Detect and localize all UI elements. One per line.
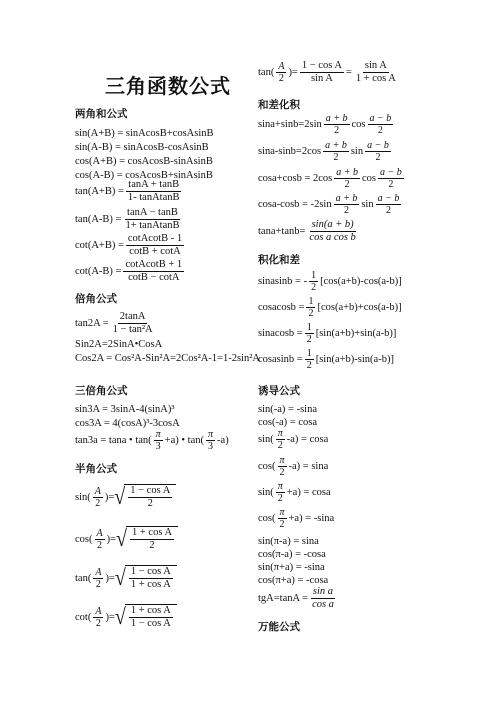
formula-tga: tgA=tanA = $\frac{\text{sin a}}{\text{cos a}}$ [258,586,334,610]
page-title: 三角函数公式 [105,74,231,98]
formula-tan-half: tan( $\frac{A}{2}$ )= $\frac{\text{1 − cos A}}{\text{sin A}}$ = $\frac{\text{sin A}}{\text{1 + cos A}}$ [258,60,396,84]
section-heading-sum-to-product: 和差化积 [258,99,300,111]
formula-line: sin(A-B) = sinAcosB-cosAsinB [75,142,209,153]
formula-sin2a: Sin2A=2SinA•CosA [75,339,163,350]
formula-line: sin(π-a) = sina [258,536,319,547]
section-heading-half: 半角公式 [75,463,117,475]
section-heading-induction: 诱导公式 [258,385,300,397]
formula-cos2a: Cos2A = Cos²A-Sin²A=2Cos²A-1=1-2sin²A [75,353,260,364]
formula-half-tan: tan( $\frac{A}{2}$ )= √ $\frac{\text{1 − cos A}}{\text{1 + cos A}}$ [75,565,177,591]
formula-tan-diff: tan(A-B) = $\frac{\tan A - \tan B}{\text{1+ tanAtanB}}$ [75,207,180,231]
formula-line: cos(A-B) = cosAcosB+sinAsinB [75,170,213,181]
formula-line: cos(π-a) = -cosa [258,549,326,560]
section-heading-double: 倍角公式 [75,293,117,305]
formula-tan2a: tan2A = $\frac{2\tan A}{\text{1 − tan²A}}$ [75,311,153,335]
formula-sin-diff: sina-sinb=2cos $\frac{a + b}{2}$ sin $\frac{a - b}{2}$ [258,140,389,163]
formula-cosacosb: cosacosb = $\frac{1}{2}$ [cos(a+b)+cos(a-b)] [258,296,402,319]
formula-line: cos(-a) = cosa [258,417,317,428]
formula-line: sin(π+a) = -sina [258,562,325,573]
formula-line: cos(π+a) = -cosa [258,575,329,586]
formula-cos-diff: cosa-cosb = -2sin $\frac{a + b}{2}$ sin $\frac{a - b}{2}$ [258,193,400,216]
formula-sinacosb: sinacosb = $\frac{1}{2}$ [sin(a+b)+sin(a-b)] [258,322,397,345]
formula-induction: sin( $\frac{\pi}{2}$ -a) = cosa [258,428,329,451]
formula-sin-sum: sina+sinb=2sin $\frac{a + b}{2}$ cos $\frac{a - b}{2}$ [258,113,392,136]
formula-tan-sum-identity: tana+tanb= $\frac{\sin(a + b)}{\text{cos a cos b}}$ [258,219,356,243]
formula-induction: cos( $\frac{\pi}{2}$ +a) = -sina [258,507,335,530]
formula-half-sin: sin( $\frac{A}{2}$ )= √ $\frac{\text{1 − cos A}}{2}$ [75,484,176,510]
formula-half-cos: cos( $\frac{A}{2}$ )= √ $\frac{\text{1 + cos A}}{2}$ [75,526,178,552]
formula-half-cot: cot( $\frac{A}{2}$ )= √ $\frac{\text{1 + cos A}}{\text{1 − cos A}}$ [75,604,177,630]
formula-sin3a: sin3A = 3sinA-4(sinA)³ [75,404,175,415]
formula-induction: cos( $\frac{\pi}{2}$ -a) = sina [258,455,329,478]
section-heading-triple: 三倍角公式 [75,385,128,397]
formula-cosasinb: cosasinb = $\frac{1}{2}$ [sin(a+b)-sin(a-b)] [258,348,394,371]
formula-line: cos(A+B) = cosAcosB-sinAsinB [75,156,213,167]
formula-line: sin(-a) = -sina [258,404,317,415]
section-heading-two-angle: 两角和公式 [75,108,128,120]
formula-induction: sin( $\frac{\pi}{2}$ +a) = cosa [258,481,331,504]
formula-line: sin(A+B) = sinAcosB+cosAsinB [75,128,214,139]
formula-tan-sum: tan(A+B) = $\frac{\tan A + \tan B}{\text{1- tanAtanB}}$ [75,179,180,203]
formula-cos-sum: cosa+cosb = 2cos $\frac{a + b}{2}$ cos $\frac{a - b}{2}$ [258,167,402,190]
formula-cot-sum: cot(A+B) = $\frac{\text{cotAcotB - 1}}{\cot B + \cot A}$ [75,233,183,257]
formula-sinasinb: sinasinb = - $\frac{1}{2}$ [cos(a+b)-cos(a-b)] [258,270,402,293]
section-heading-product-to-sum: 积化和差 [258,254,300,266]
section-heading-universal: 万能公式 [258,621,300,633]
formula-tan3a: tan3a = tana • tan( $\frac{\pi}{3}$ +a) • tan( $\frac{\pi}{3}$ -a) [75,429,229,452]
formula-cot-diff: cot(A-B) = $\frac{\text{cotAcotB + 1}}{\cot B - \cot A}$ [75,259,183,283]
formula-cos3a: cos3A = 4(cosA)³-3cosA [75,418,180,429]
